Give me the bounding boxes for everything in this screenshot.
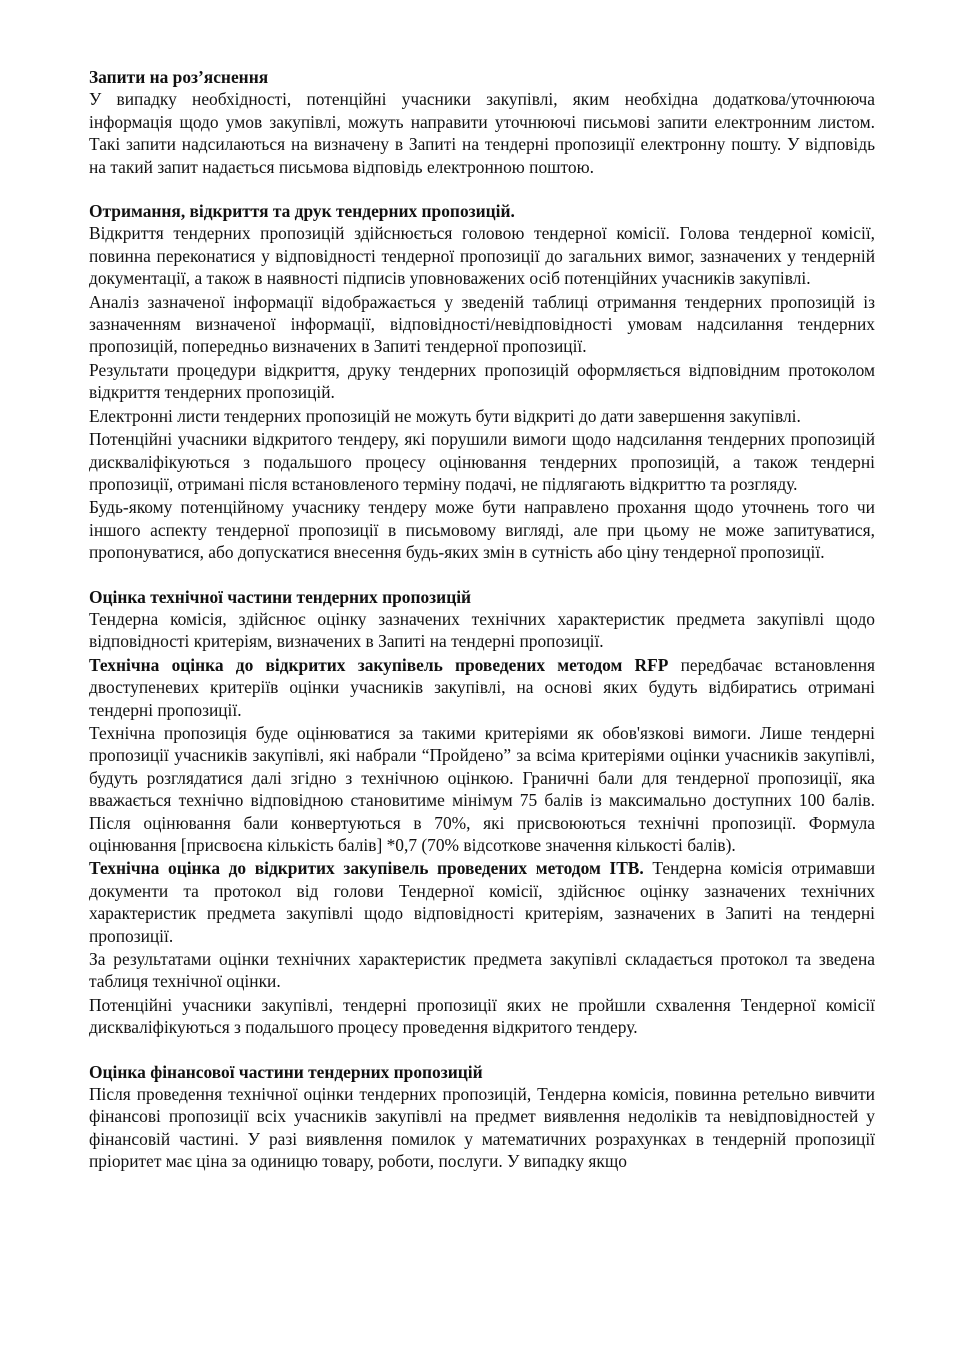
section-receipt-opening [89, 200, 875, 564]
paragraph: Електронні листи тендерних пропозицій не можуть бути відкриті до дати завершення закупівлі. [89, 405, 801, 426]
paragraph-rfp [89, 654, 875, 721]
paragraph: Потенційні учасники закупівлі, тендерні пропозиції яких не пройшли схвалення Тендерної комісії дискваліфікуються з подальшого процесу проведення відкритого тендеру. [89, 994, 875, 1038]
rfp-lead: Технічна оцінка до відкритих закупівель проведених методом RFP [89, 654, 669, 675]
paragraph: Тендерна комісія, здійснює оцінку зазначених технічних характеристик предмета закупівлі щодо відповідності критеріям, визначених в Запиті на тендерні пропозиції. [89, 608, 875, 652]
section-heading: Отримання, відкриття та друк тендерних пропозицій. [89, 201, 515, 222]
section-heading: Оцінка фінансової частини тендерних пропозицій [89, 1061, 483, 1082]
paragraph: Будь-якому потенційному учаснику тендеру може бути направлено прохання щодо уточнень того чи іншого аспекту тендерної пропозиції в письмовому вигляді, але при цьому не може запитуватися, пропонуватися, або допускатися внесення будь-яких змін в сутність або ціну тендерної пропозиції. [89, 497, 875, 563]
paragraph: У випадку необхідності, потенційні учасники закупівлі, яким необхідна додаткова/уточнююча інформація щодо умов закупівлі, можуть направити уточнюючі письмові запити електронним листом. Такі запити надсилаються на визначену в Запиті на тендерні пропозиції електронну пошту. У відповідь на такий запит надається письмова відповідь електронною поштою. [89, 89, 875, 177]
paragraph: Потенційні учасники відкритого тендеру, які порушили вимоги щодо надсилання тендерних пропозицій дискваліфікуються з подальшого процесу оцінювання тендерних пропозицій, а також тендерні пропозиції, отримані після встановленого терміну подачі, не підлягають відкриттю та розгляду. [89, 429, 875, 494]
section-clarification-requests [89, 66, 875, 178]
paragraph-itb [89, 857, 875, 947]
paragraph: Результати процедури відкриття, друку тендерних пропозицій оформляється відповідним протоколом відкриття тендерних пропозицій. [89, 359, 875, 403]
itb-text: Тендерна комісія отримавши документи та протокол від голови Тендерної комісії, здійснює оцінку зазначених технічних характеристик предмета закупівлі щодо відповідності критеріям, зазначених в Запиті на тендерні пропозиції. [89, 858, 876, 946]
paragraph: Технічна пропозиція буде оцінюватися за такими критеріями як обов'язкові вимоги. Лише тендерні пропозиції учасників закупівлі, які набрали “Пройдено” за всіма критеріями оцінки учасників закупівлі, будуть розглядатися далі згідно з технічною оцінкою. Граничні бали для тендерної пропозиції, яка вважається технічно відповідною становитиме мінімум 75 балів із максимально доступних 100 балів. Після оцінювання бали конвертуються в 70%, які присвоюються технічні пропозиції. Формула оцінювання [присвоєна кількість балів] *0,7 (70% відсоткове значення кількості балів). [89, 722, 875, 855]
section-technical-evaluation [89, 586, 875, 1039]
section-heading: Оцінка технічної частини тендерних пропозицій [89, 586, 472, 607]
section-heading: Запити на роз’яснення [89, 67, 269, 87]
itb-lead: Технічна оцінка до відкритих закупівель проведених методом ІТВ. [89, 858, 644, 879]
rfp-text: передбачає встановлення двоступеневих критеріїв оцінки учасників закупівлі, на основі яких будуть відбиратись отримані тендерні пропозиції. [89, 654, 875, 720]
section-financial-evaluation [89, 1061, 875, 1173]
paragraph: Після проведення технічної оцінки тендерних пропозицій, Тендерна комісія, повинна ретельно вивчити фінансові пропозиції всіх учасників закупівлі на предмет виявлення недоліків та невідповідностей у фінансовій частині. У разі виявлення помилок у математичних розрахунках в тендерній пропозиції пріоритет має ціна за одиницю товару, роботи, послуги. У випадку якщо [89, 1084, 875, 1172]
document-page [89, 66, 875, 1174]
paragraph: За результатами оцінки технічних характеристик предмета закупівлі складається протокол та зведена таблиця технічної оцінки. [89, 949, 875, 992]
paragraph: Аналіз зазначеної інформації відображається у зведеній таблиці отримання тендерних пропозицій із зазначенням визначеної інформації, відповідності/невідповідності умовам надсилання тендерних пропозицій, попередньо визначених в Запиті тендерної пропозиції. [89, 291, 875, 357]
paragraph: Відкриття тендерних пропозицій здійснюється головою тендерної комісії. Голова тендерної комісії, повинна переконатися у відповідності тендерної пропозиції до загальних вимог, зазначених у тендерній документації, а також в наявності підписів уповноважених осіб потенційних учасників закупівлі. [89, 223, 875, 289]
